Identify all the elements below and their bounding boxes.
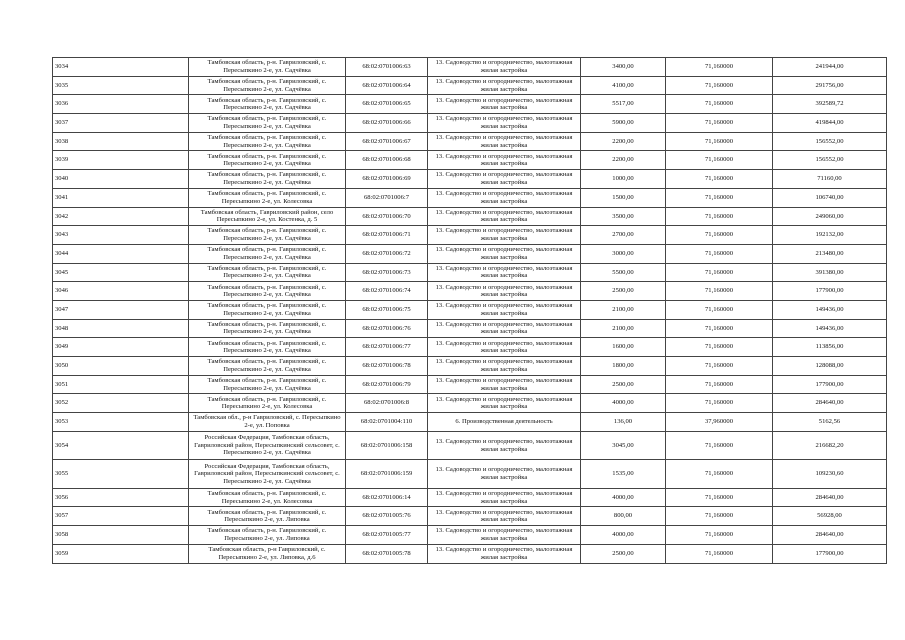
table-row (53, 244, 887, 263)
address-cell: Тамбовская область, р-н. Гавриловский, с. Пересыпкино 2-е, ул. Садчёвка (189, 244, 346, 263)
permitted-use-cell: 13. Садоводство и огородничество, малоэтажная жилая застройка (428, 58, 581, 77)
area-cell: 2500,00 (581, 544, 666, 563)
row-number: 3045 (53, 263, 189, 282)
permitted-use-cell: 13. Садоводство и огородничество, малоэтажная жилая застройка (428, 431, 581, 460)
cadastral-value-cell: 291756,00 (773, 76, 887, 95)
land-registry-table (52, 57, 887, 564)
address-cell: Тамбовская область, р-н. Гавриловский, с. Пересыпкино 2-е, ул. Садчёвка (189, 132, 346, 151)
table-row (53, 394, 887, 413)
area-cell: 1000,00 (581, 170, 666, 189)
row-number: 3040 (53, 170, 189, 189)
table-row (53, 58, 887, 77)
area-cell: 2100,00 (581, 319, 666, 338)
specific-value-cell: 71,160000 (666, 357, 773, 376)
permitted-use-cell: 13. Садоводство и огородничество, малоэтажная жилая застройка (428, 319, 581, 338)
row-number: 3046 (53, 282, 189, 301)
specific-value-cell: 71,160000 (666, 431, 773, 460)
area-cell: 1500,00 (581, 188, 666, 207)
specific-value-cell: 71,160000 (666, 151, 773, 170)
area-cell: 1600,00 (581, 338, 666, 357)
permitted-use-cell: 13. Садоводство и огородничество, малоэтажная жилая застройка (428, 188, 581, 207)
cadastral-number-cell: 68:02:0701005:78 (346, 544, 428, 563)
cadastral-value-cell: 106740,00 (773, 188, 887, 207)
address-cell: Тамбовская область, Гавриловский район, село Пересыпкино 2-е, ул. Костенка, д. 5 (189, 207, 346, 226)
specific-value-cell: 71,160000 (666, 188, 773, 207)
cadastral-number-cell: 68:02:0701006:71 (346, 226, 428, 245)
cadastral-number-cell: 68:02:0701006:79 (346, 375, 428, 394)
row-number: 3058 (53, 526, 189, 545)
cadastral-number-cell: 68:02:0701006:70 (346, 207, 428, 226)
permitted-use-cell: 13. Садоводство и огородничество, малоэтажная жилая застройка (428, 76, 581, 95)
address-cell: Тамбовская область, р-н. Гавриловский, с. Пересыпкино 2-е, ул. Садчёвка (189, 263, 346, 282)
address-cell: Тамбовская область, р-н. Гавриловский, с. Пересыпкино 2-е, ул. Садчёвка (189, 58, 346, 77)
area-cell: 800,00 (581, 507, 666, 526)
table-row (53, 460, 887, 489)
permitted-use-cell: 13. Садоводство и огородничество, малоэтажная жилая застройка (428, 394, 581, 413)
permitted-use-cell: 13. Садоводство и огородничество, малоэтажная жилая застройка (428, 170, 581, 189)
cadastral-number-cell: 68:02:0701006:63 (346, 58, 428, 77)
cadastral-number-cell: 68:02:0701006:158 (346, 431, 428, 460)
permitted-use-cell: 13. Садоводство и огородничество, малоэтажная жилая застройка (428, 375, 581, 394)
permitted-use-cell: 13. Садоводство и огородничество, малоэтажная жилая застройка (428, 226, 581, 245)
row-number: 3053 (53, 413, 189, 432)
address-cell: Тамбовская область, р-н. Гавриловский, с. Пересыпкино 2-е, ул. Липовка (189, 507, 346, 526)
permitted-use-cell: 13. Садоводство и огородничество, малоэтажная жилая застройка (428, 460, 581, 489)
cadastral-number-cell: 68:02:0701006:69 (346, 170, 428, 189)
row-number: 3039 (53, 151, 189, 170)
area-cell: 3500,00 (581, 207, 666, 226)
table-row (53, 300, 887, 319)
cadastral-value-cell: 249060,00 (773, 207, 887, 226)
specific-value-cell: 71,160000 (666, 226, 773, 245)
area-cell: 4000,00 (581, 394, 666, 413)
permitted-use-cell: 13. Садоводство и огородничество, малоэтажная жилая застройка (428, 544, 581, 563)
row-number: 3034 (53, 58, 189, 77)
table-row (53, 375, 887, 394)
table-row (53, 319, 887, 338)
cadastral-number-cell: 68:02:0701006:8 (346, 394, 428, 413)
cadastral-value-cell: 149436,00 (773, 300, 887, 319)
specific-value-cell: 37,960000 (666, 413, 773, 432)
address-cell: Тамбовская область, р-н. Гавриловский, с. Пересыпкино 2-е, ул. Колесовка (189, 188, 346, 207)
area-cell: 5517,00 (581, 95, 666, 114)
row-number: 3050 (53, 357, 189, 376)
row-number: 3047 (53, 300, 189, 319)
permitted-use-cell: 13. Садоводство и огородничество, малоэтажная жилая застройка (428, 338, 581, 357)
address-cell: Тамбовская область, р-н. Гавриловский, с. Пересыпкино 2-е, ул. Садчёвка (189, 170, 346, 189)
area-cell: 2100,00 (581, 300, 666, 319)
cadastral-number-cell: 68:02:0701006:75 (346, 300, 428, 319)
cadastral-number-cell: 68:02:0701006:66 (346, 114, 428, 133)
table-row (53, 488, 887, 507)
cadastral-value-cell: 216682,20 (773, 431, 887, 460)
cadastral-value-cell: 192132,00 (773, 226, 887, 245)
address-cell: Российская Федерация, Тамбовская область, Гавриловский район, Пересыпкинский сельсовет, с. Пересыпкино 2-е, ул. Садчёвка (189, 460, 346, 489)
cadastral-value-cell: 56928,00 (773, 507, 887, 526)
area-cell: 3000,00 (581, 244, 666, 263)
cadastral-value-cell: 177900,00 (773, 282, 887, 301)
specific-value-cell: 71,160000 (666, 132, 773, 151)
permitted-use-cell: 13. Садоводство и огородничество, малоэтажная жилая застройка (428, 507, 581, 526)
area-cell: 5900,00 (581, 114, 666, 133)
specific-value-cell: 71,160000 (666, 460, 773, 489)
specific-value-cell: 71,160000 (666, 263, 773, 282)
specific-value-cell: 71,160000 (666, 170, 773, 189)
address-cell: Тамбовская область, р-н. Гавриловский, с. Пересыпкино 2-е, ул. Колесовка (189, 488, 346, 507)
permitted-use-cell: 13. Садоводство и огородничество, малоэтажная жилая застройка (428, 357, 581, 376)
table-row (53, 338, 887, 357)
cadastral-value-cell: 213480,00 (773, 244, 887, 263)
address-cell: Тамбовская область, р-н. Гавриловский, с. Пересыпкино 2-е, ул. Садчёвка (189, 282, 346, 301)
area-cell: 1535,00 (581, 460, 666, 489)
cadastral-value-cell: 177900,00 (773, 544, 887, 563)
table-row (53, 132, 887, 151)
specific-value-cell: 71,160000 (666, 544, 773, 563)
specific-value-cell: 71,160000 (666, 375, 773, 394)
cadastral-number-cell: 68:02:0701006:14 (346, 488, 428, 507)
cadastral-number-cell: 68:02:0701006:64 (346, 76, 428, 95)
table-row (53, 207, 887, 226)
row-number: 3038 (53, 132, 189, 151)
cadastral-number-cell: 68:02:0701006:73 (346, 263, 428, 282)
cadastral-number-cell: 68:02:0701006:67 (346, 132, 428, 151)
area-cell: 4100,00 (581, 76, 666, 95)
area-cell: 1800,00 (581, 357, 666, 376)
cadastral-value-cell: 284640,00 (773, 526, 887, 545)
area-cell: 5500,00 (581, 263, 666, 282)
permitted-use-cell: 13. Садоводство и огородничество, малоэтажная жилая застройка (428, 300, 581, 319)
table-row (53, 413, 887, 432)
cadastral-value-cell: 113856,00 (773, 338, 887, 357)
row-number: 3055 (53, 460, 189, 489)
specific-value-cell: 71,160000 (666, 488, 773, 507)
permitted-use-cell: 13. Садоводство и огородничество, малоэтажная жилая застройка (428, 488, 581, 507)
row-number: 3048 (53, 319, 189, 338)
cadastral-number-cell: 68:02:0701006:68 (346, 151, 428, 170)
cadastral-number-cell: 68:02:0701006:7 (346, 188, 428, 207)
address-cell: Тамбовская область, р-н Гавриловский, с. Пересыпкино 2-е, ул. Липовка, д.6 (189, 544, 346, 563)
row-number: 3041 (53, 188, 189, 207)
area-cell: 2200,00 (581, 132, 666, 151)
address-cell: Тамбовская область, р-н. Гавриловский, с. Пересыпкино 2-е, ул. Садчёвка (189, 151, 346, 170)
cadastral-value-cell: 391380,00 (773, 263, 887, 282)
table-row (53, 431, 887, 460)
address-cell: Тамбовская область, р-н. Гавриловский, с. Пересыпкино 2-е, ул. Колесовка (189, 394, 346, 413)
cadastral-number-cell: 68:02:0701006:74 (346, 282, 428, 301)
row-number: 3044 (53, 244, 189, 263)
specific-value-cell: 71,160000 (666, 338, 773, 357)
address-cell: Тамбовская область, р-н. Гавриловский, с. Пересыпкино 2-е, ул. Садчёвка (189, 300, 346, 319)
row-number: 3059 (53, 544, 189, 563)
table-row (53, 263, 887, 282)
specific-value-cell: 71,160000 (666, 300, 773, 319)
specific-value-cell: 71,160000 (666, 114, 773, 133)
permitted-use-cell: 13. Садоводство и огородничество, малоэтажная жилая застройка (428, 207, 581, 226)
area-cell: 2700,00 (581, 226, 666, 245)
permitted-use-cell: 13. Садоводство и огородничество, малоэтажная жилая застройка (428, 282, 581, 301)
cadastral-value-cell: 128088,00 (773, 357, 887, 376)
table-row (53, 114, 887, 133)
area-cell: 2500,00 (581, 375, 666, 394)
address-cell: Тамбовская область, р-н. Гавриловский, с. Пересыпкино 2-е, ул. Садчёвка (189, 95, 346, 114)
area-cell: 2200,00 (581, 151, 666, 170)
table-row (53, 95, 887, 114)
table-row (53, 151, 887, 170)
cadastral-value-cell: 149436,00 (773, 319, 887, 338)
permitted-use-cell: 13. Садоводство и огородничество, малоэтажная жилая застройка (428, 114, 581, 133)
area-cell: 136,00 (581, 413, 666, 432)
row-number: 3054 (53, 431, 189, 460)
address-cell: Тамбовская область, р-н. Гавриловский, с. Пересыпкино 2-е, ул. Липовка (189, 526, 346, 545)
row-number: 3052 (53, 394, 189, 413)
cadastral-value-cell: 109230,60 (773, 460, 887, 489)
address-cell: Тамбовская область, р-н. Гавриловский, с. Пересыпкино 2-е, ул. Садчёвка (189, 357, 346, 376)
cadastral-number-cell: 68:02:0701006:77 (346, 338, 428, 357)
cadastral-value-cell: 71160,00 (773, 170, 887, 189)
permitted-use-cell: 13. Садоводство и огородничество, малоэтажная жилая застройка (428, 244, 581, 263)
row-number: 3036 (53, 95, 189, 114)
area-cell: 4000,00 (581, 488, 666, 507)
specific-value-cell: 71,160000 (666, 207, 773, 226)
specific-value-cell: 71,160000 (666, 507, 773, 526)
address-cell: Тамбовская область, р-н. Гавриловский, с. Пересыпкино 2-е, ул. Садчёвка (189, 76, 346, 95)
address-cell: Тамбовская область, р-н. Гавриловский, с. Пересыпкино 2-е, ул. Садчёвка (189, 338, 346, 357)
table-row (53, 188, 887, 207)
row-number: 3043 (53, 226, 189, 245)
cadastral-number-cell: 68:02:0701005:77 (346, 526, 428, 545)
cadastral-value-cell: 241944,00 (773, 58, 887, 77)
table-row (53, 170, 887, 189)
table-body (53, 58, 887, 564)
table-row (53, 76, 887, 95)
cadastral-number-cell: 68:02:0701006:78 (346, 357, 428, 376)
row-number: 3049 (53, 338, 189, 357)
cadastral-value-cell: 284640,00 (773, 488, 887, 507)
permitted-use-cell: 13. Садоводство и огородничество, малоэтажная жилая застройка (428, 263, 581, 282)
specific-value-cell: 71,160000 (666, 319, 773, 338)
cadastral-number-cell: 68:02:0701004:110 (346, 413, 428, 432)
cadastral-number-cell: 68:02:0701006:76 (346, 319, 428, 338)
cadastral-value-cell: 419844,00 (773, 114, 887, 133)
permitted-use-cell: 13. Садоводство и огородничество, малоэтажная жилая застройка (428, 151, 581, 170)
row-number: 3042 (53, 207, 189, 226)
cadastral-value-cell: 156552,00 (773, 132, 887, 151)
cadastral-number-cell: 68:02:0701006:72 (346, 244, 428, 263)
cadastral-value-cell: 156552,00 (773, 151, 887, 170)
specific-value-cell: 71,160000 (666, 394, 773, 413)
specific-value-cell: 71,160000 (666, 58, 773, 77)
address-cell: Тамбовская область, р-н. Гавриловский, с. Пересыпкино 2-е, ул. Садчёвка (189, 226, 346, 245)
permitted-use-cell: 6. Производственная деятельность (428, 413, 581, 432)
table-row (53, 526, 887, 545)
address-cell: Тамбовская область, р-н. Гавриловский, с. Пересыпкино 2-е, ул. Садчёвка (189, 114, 346, 133)
cadastral-value-cell: 177900,00 (773, 375, 887, 394)
table-row (53, 282, 887, 301)
permitted-use-cell: 13. Садоводство и огородничество, малоэтажная жилая застройка (428, 526, 581, 545)
area-cell: 3400,00 (581, 58, 666, 77)
row-number: 3037 (53, 114, 189, 133)
cadastral-number-cell: 68:02:0701005:76 (346, 507, 428, 526)
area-cell: 3045,00 (581, 431, 666, 460)
table-row (53, 357, 887, 376)
cadastral-value-cell: 392589,72 (773, 95, 887, 114)
row-number: 3051 (53, 375, 189, 394)
table-row (53, 226, 887, 245)
area-cell: 2500,00 (581, 282, 666, 301)
row-number: 3035 (53, 76, 189, 95)
cadastral-number-cell: 68:02:0701006:159 (346, 460, 428, 489)
address-cell: Тамбовская область, р-н. Гавриловский, с. Пересыпкино 2-е, ул. Садчёвка (189, 319, 346, 338)
permitted-use-cell: 13. Садоводство и огородничество, малоэтажная жилая застройка (428, 132, 581, 151)
row-number: 3057 (53, 507, 189, 526)
address-cell: Тамбовская область, р-н. Гавриловский, с. Пересыпкино 2-е, ул. Садчёвка (189, 375, 346, 394)
table-row (53, 507, 887, 526)
specific-value-cell: 71,160000 (666, 244, 773, 263)
permitted-use-cell: 13. Садоводство и огородничество, малоэтажная жилая застройка (428, 95, 581, 114)
cadastral-value-cell: 5162,56 (773, 413, 887, 432)
area-cell: 4000,00 (581, 526, 666, 545)
row-number: 3056 (53, 488, 189, 507)
cadastral-value-cell: 284640,00 (773, 394, 887, 413)
specific-value-cell: 71,160000 (666, 95, 773, 114)
table-row (53, 544, 887, 563)
specific-value-cell: 71,160000 (666, 282, 773, 301)
cadastral-number-cell: 68:02:0701006:65 (346, 95, 428, 114)
address-cell: Тамбовская обл., р-н Гавриловский, с. Пересыпкино 2-е, ул. Поповка (189, 413, 346, 432)
specific-value-cell: 71,160000 (666, 76, 773, 95)
specific-value-cell: 71,160000 (666, 526, 773, 545)
address-cell: Российская Федерация, Тамбовская область, Гавриловский район, Пересыпкинский сельсовет, с. Пересыпкино 2-е, ул. Садчёвка (189, 431, 346, 460)
